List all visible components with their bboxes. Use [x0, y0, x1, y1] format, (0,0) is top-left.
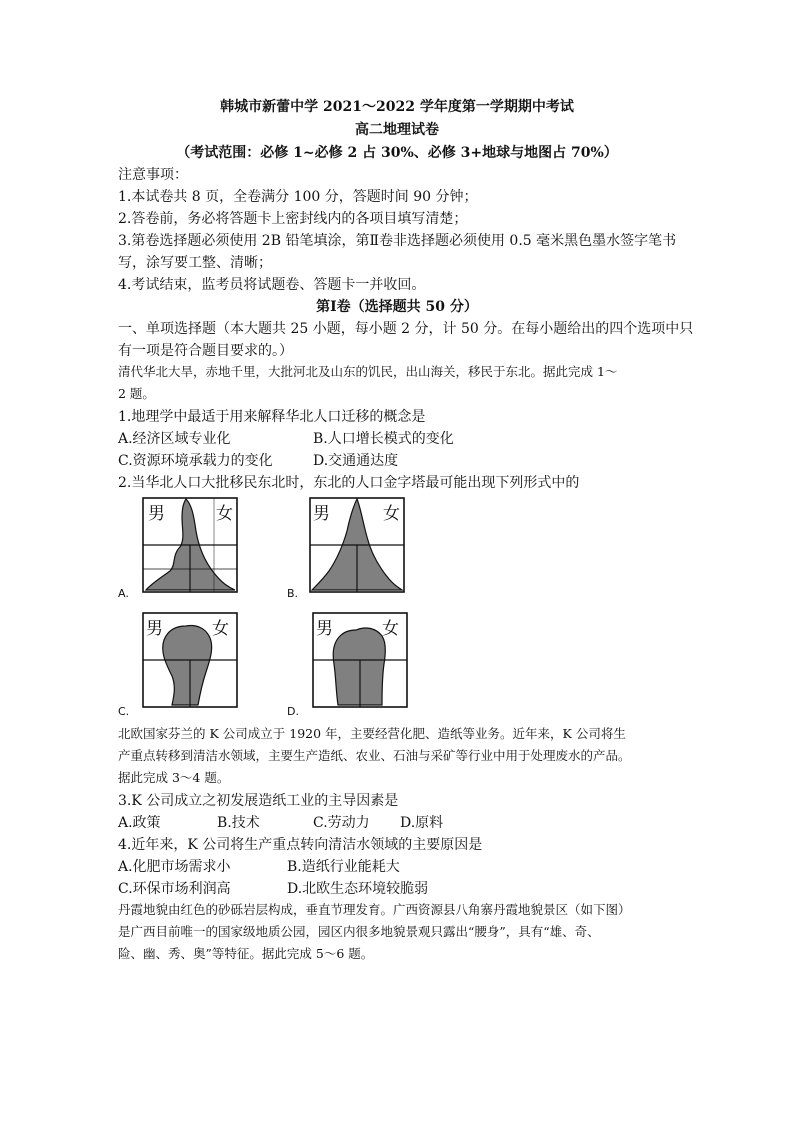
section-instruction: 一、单项选择题（本大题共 25 小题，每小题 2 分，计 50 分。在每小题给出的四个选项中只 [118, 321, 694, 337]
passage-text: 2 题。 [118, 386, 155, 401]
notice-item: 1.本试卷共 8 页，全卷满分 100 分，答题时间 90 分钟； [118, 189, 478, 205]
question-3-option-a[interactable]: A.政策 [118, 815, 161, 831]
passage-text: 丹霞地貌由红色的砂砾岩层构成，垂直节理发育。广西资源县八角寨丹霞地貌景区（如下图） [118, 902, 631, 917]
notice-heading: 注意事项： [118, 167, 188, 183]
pyramid-b-figure[interactable] [309, 497, 405, 593]
pyramid-c-female-label: 女 [212, 619, 229, 639]
question-4-stem: 4.近年来，K 公司将生产重点转向清洁水领域的主要原因是 [118, 837, 483, 853]
section-title: 第Ⅰ卷（选择题共 50 分） [316, 299, 478, 315]
notice-item: 3.第卷选择题必须使用 2B 铅笔填涂，第Ⅱ卷非选择题必须使用 0.5 毫米黑色墨水签字笔书 [118, 233, 677, 249]
pyramid-d-male-label: 男 [316, 619, 333, 639]
pyramid-c-figure[interactable] [142, 612, 238, 708]
question-1-option-c[interactable]: C.资源环境承载力的变化 [118, 453, 273, 469]
passage-text: 是广西目前唯一的国家级地质公园，园区内很多地貌景观只露出“腰身”，具有“雄、奇、 [118, 924, 600, 939]
exam-title: 韩城市新蕾中学 2021～2022 学年度第一学期期中考试 [220, 99, 574, 115]
pyramid-c-male-label: 男 [146, 619, 163, 639]
exam-subtitle: 高二地理试卷 [355, 122, 439, 138]
pyramid-d-female-label: 女 [382, 619, 399, 639]
section-instruction: 有一项是符合题目要求的。） [118, 343, 293, 359]
notice-item: 2.答卷前，务必将答题卡上密封线内的各项目填写清楚； [118, 211, 468, 227]
pyramid-b-male-label: 男 [313, 504, 330, 524]
pyramid-b-label[interactable]: B. [287, 587, 299, 600]
passage-text: 据此完成 3～4 题。 [118, 770, 230, 785]
passage-text: 北欧国家芬兰的 K 公司成立于 1920 年，主要经营化肥、造纸等业务。近年来，K 公司将生 [118, 726, 626, 741]
question-4-option-c[interactable]: C.环保市场利润高 [118, 881, 231, 897]
question-1-option-d[interactable]: D.交通通达度 [313, 453, 399, 469]
question-1-option-a[interactable]: A.经济区域专业化 [118, 431, 231, 447]
question-2-stem: 2.当华北人口大批移民东北时，东北的人口金字塔最可能出现下列形式中的 [118, 475, 580, 491]
passage-text: 清代华北大旱，赤地千里，大批河北及山东的饥民，出山海关，移民于东北。据此完成 1～ [118, 364, 618, 379]
question-3-stem: 3.K 公司成立之初发展造纸工业的主导因素是 [118, 793, 399, 809]
passage-text: 产重点转移到清洁水领域，主要生产造纸、农业、石油与采矿等行业中用于处理废水的产品。 [118, 748, 631, 763]
pyramid-b-female-label: 女 [383, 504, 400, 524]
notice-item: 4.考试结束，监考员将试题卷、答题卡一并收回。 [118, 277, 426, 293]
question-4-option-d[interactable]: D.北欧生态环境较脆弱 [287, 881, 429, 897]
question-4-option-b[interactable]: B.造纸行业能耗大 [287, 859, 400, 875]
pyramid-c-label[interactable]: C. [118, 705, 130, 718]
pyramid-a-figure[interactable] [142, 497, 238, 593]
passage-text: 险、幽、秀、奥”等特征。据此完成 5～6 题。 [118, 946, 374, 961]
notice-item: 写，涂写要工整、清晰； [118, 255, 272, 271]
pyramid-c-shape [163, 626, 212, 706]
pyramid-a-female-label: 女 [216, 504, 233, 524]
pyramid-d-shape [333, 628, 385, 705]
pyramid-a-male-label: 男 [148, 504, 165, 524]
pyramid-d-label[interactable]: D. [287, 705, 299, 718]
pyramid-d-figure[interactable] [312, 612, 408, 708]
pyramid-a-label[interactable]: A. [118, 587, 129, 600]
question-3-option-b[interactable]: B.技术 [217, 815, 260, 831]
question-3-option-d[interactable]: D.原料 [400, 815, 444, 831]
exam-scope: （考试范围：必修 1~必修 2 占 30%、必修 3+地球与地图占 70%） [176, 145, 618, 161]
question-1-stem: 1.地理学中最适于用来解释华北人口迁移的概念是 [118, 409, 426, 425]
question-4-option-a[interactable]: A.化肥市场需求小 [118, 859, 231, 875]
question-1-option-b[interactable]: B.人口增长模式的变化 [313, 431, 454, 447]
question-3-option-c[interactable]: C.劳动力 [313, 815, 370, 831]
